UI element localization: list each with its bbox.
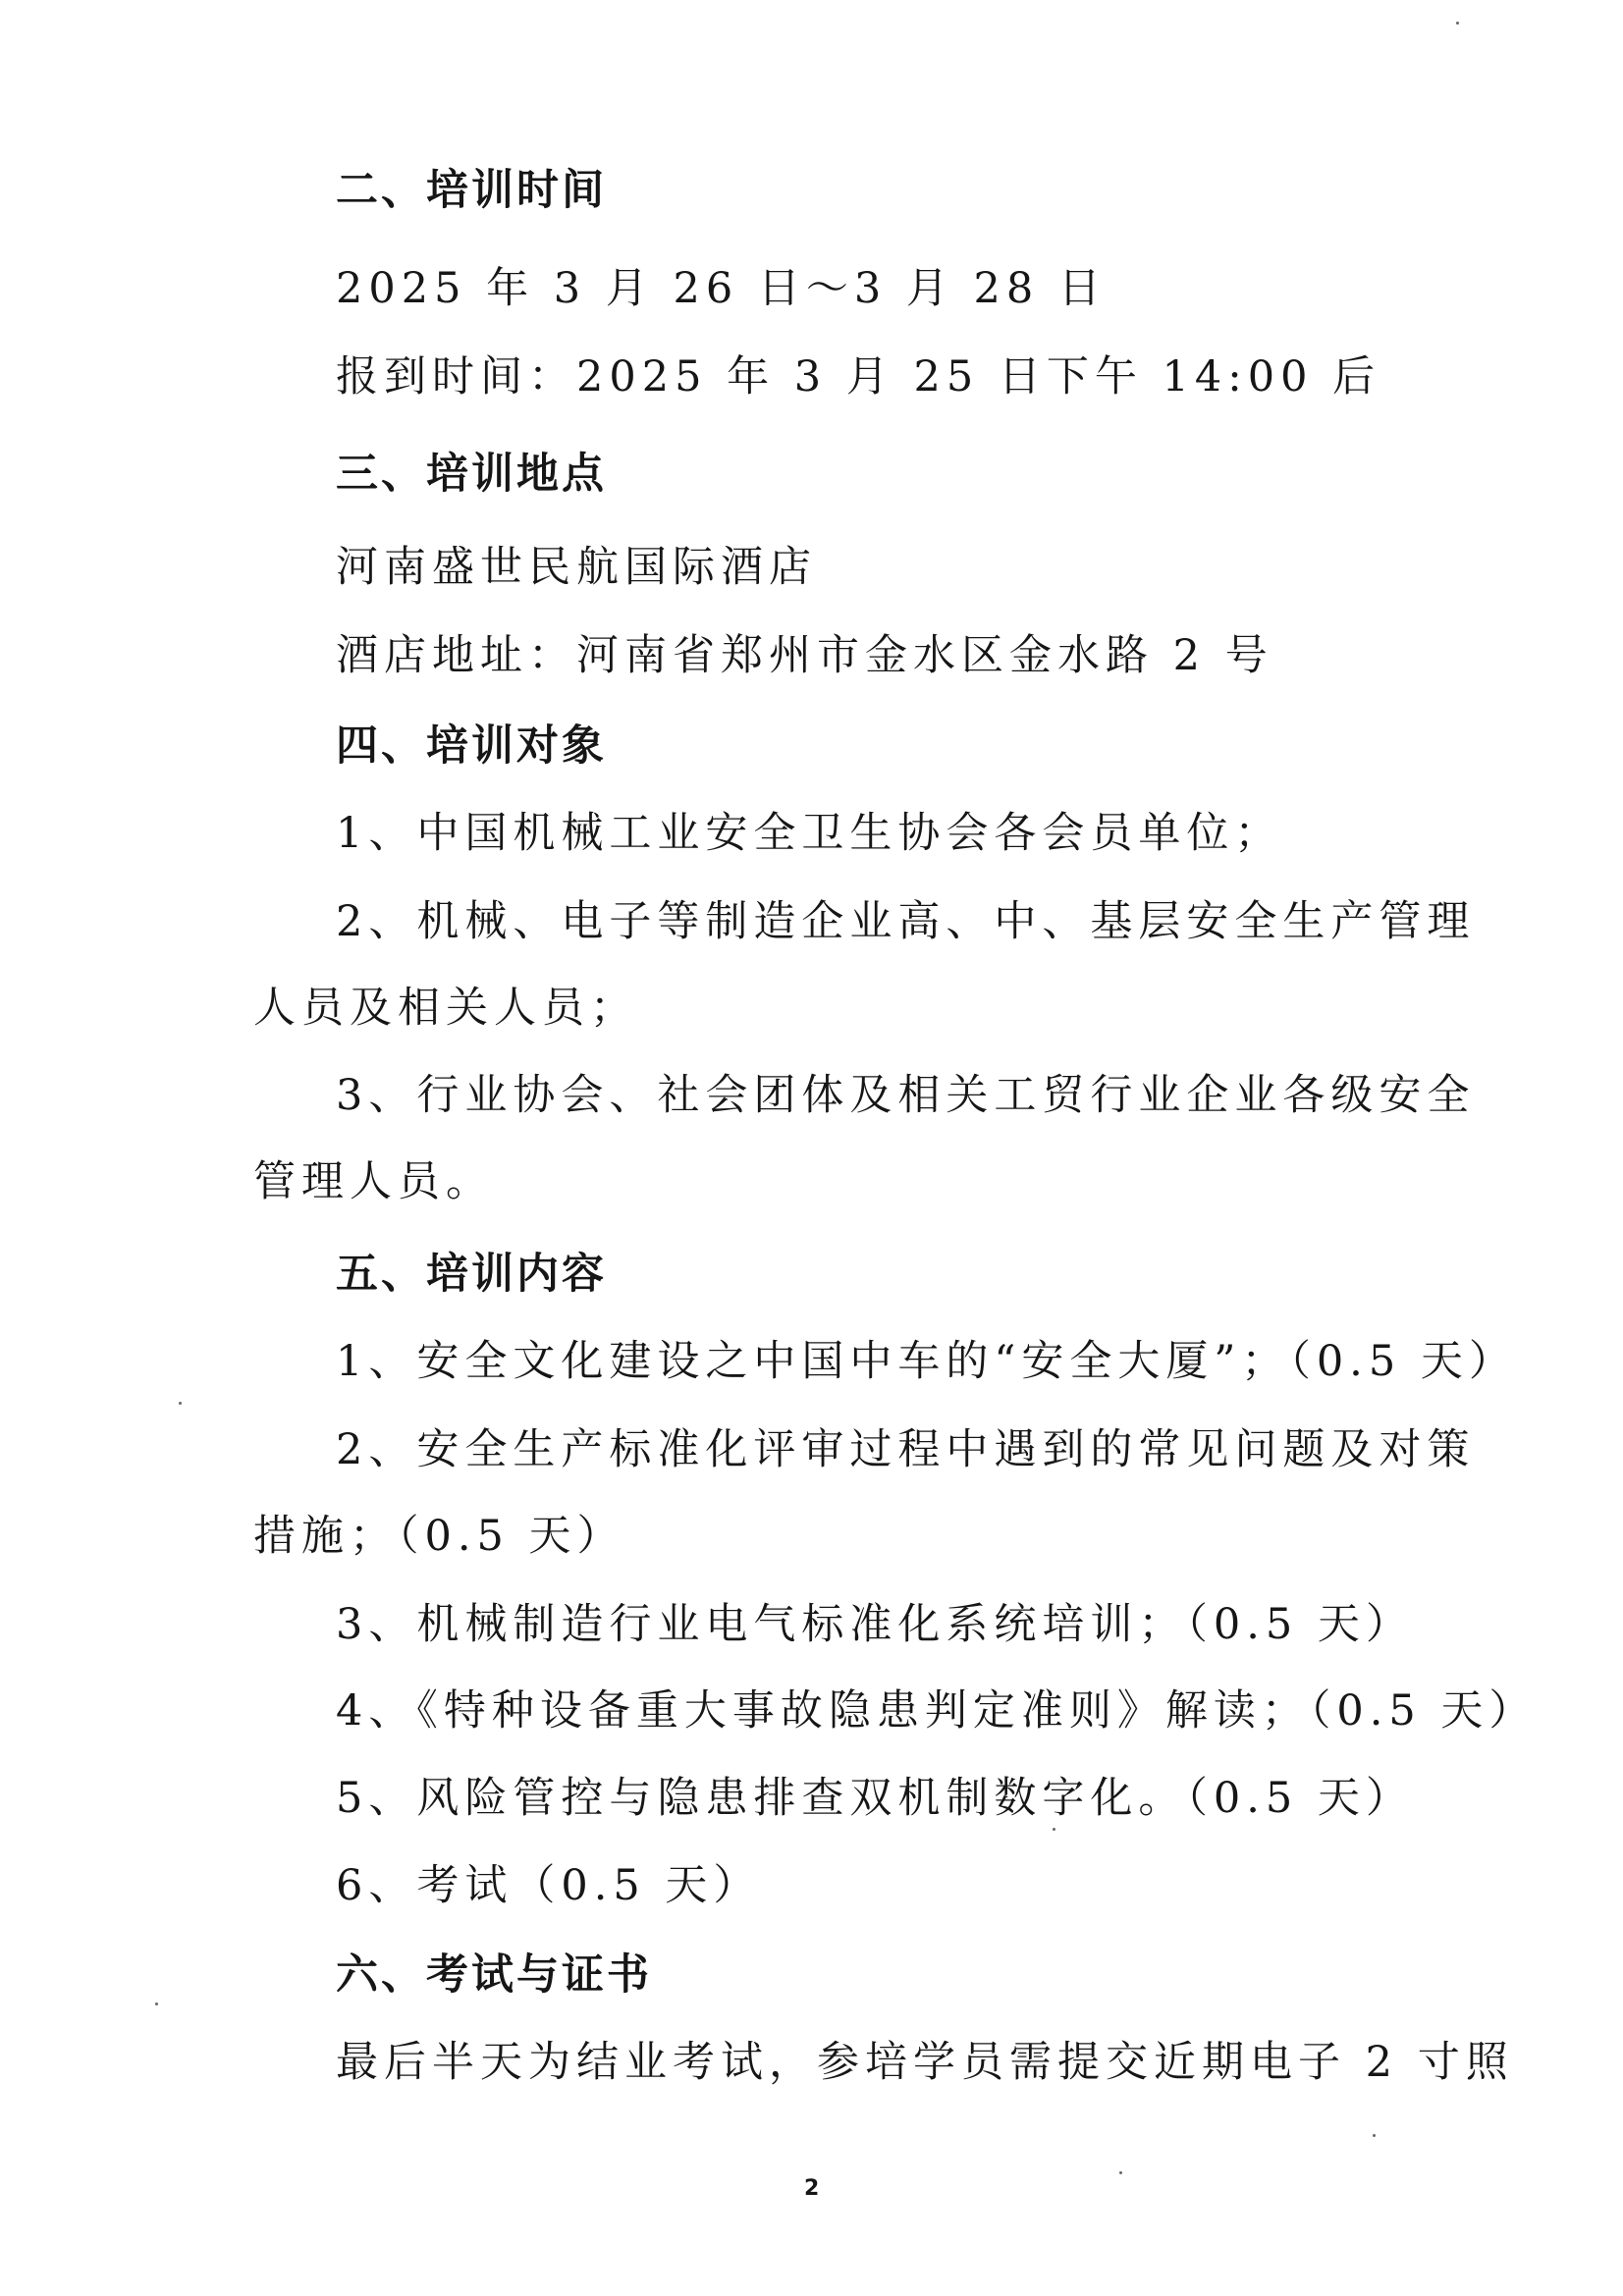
content-item: 5、风险管控与隐患排查双机制数字化。（0.5 天）: [336, 1774, 1414, 1823]
audience-item: 2、机械、电子等制造企业高、中、基层安全生产管理: [336, 897, 1476, 946]
section-heading-time: 二、培训时间: [336, 166, 607, 215]
content-item-continued: 措施；（0.5 天）: [253, 1512, 625, 1561]
scan-speck: [1456, 22, 1459, 25]
audience-item-continued: 人员及相关人员；: [253, 984, 638, 1033]
section-heading-exam: 六、考试与证书: [336, 1950, 652, 2000]
audience-item: 3、行业协会、社会团体及相关工贸行业企业各级安全: [336, 1071, 1476, 1120]
scan-speck: [179, 1402, 182, 1405]
audience-item: 1、中国机械工业安全卫生协会各会员单位；: [336, 809, 1283, 858]
content-item: 6、考试（0.5 天）: [336, 1861, 762, 1910]
exam-description: 最后半天为结业考试，参培学员需提交近期电子 2 寸照: [336, 2038, 1514, 2087]
section-heading-content: 五、培训内容: [336, 1250, 607, 1299]
scan-speck: [1119, 2171, 1122, 2174]
scan-speck: [155, 2002, 158, 2005]
content-item: 4、《特种设备重大事故隐患判定准则》解读；（0.5 天）: [336, 1686, 1538, 1735]
content-item: 2、安全生产标准化评审过程中遇到的常见问题及对策: [336, 1425, 1476, 1474]
section-heading-location: 三、培训地点: [336, 450, 607, 499]
audience-item-continued: 管理人员。: [253, 1157, 494, 1206]
content-item: 3、机械制造行业电气标准化系统培训；（0.5 天）: [336, 1600, 1414, 1649]
scan-speck: [1053, 1828, 1055, 1831]
section-heading-audience: 四、培训对象: [336, 721, 607, 771]
venue-name: 河南盛世民航国际酒店: [336, 543, 817, 592]
content-item: 1、安全文化建设之中国中车的“安全大厦”；（0.5 天）: [336, 1337, 1517, 1386]
scan-speck: [1373, 2134, 1376, 2137]
registration-time: 报到时间：2025 年 3 月 25 日下午 14:00 后: [336, 352, 1381, 401]
training-dates: 2025 年 3 月 26 日～3 月 28 日: [336, 264, 1107, 313]
page-number: 2: [804, 2176, 820, 2201]
venue-address: 酒店地址：河南省郑州市金水区金水路 2 号: [336, 631, 1273, 680]
